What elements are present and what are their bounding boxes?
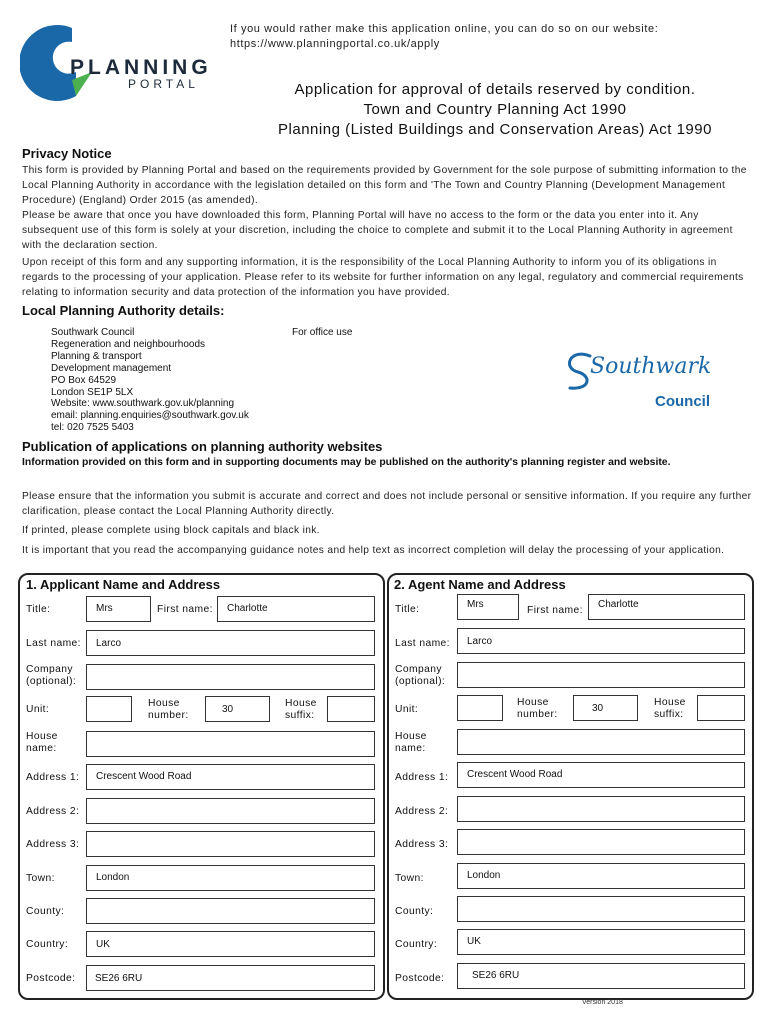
applicant-address1-label: Address 1: <box>26 772 80 783</box>
office-use-label: For office use <box>292 327 353 338</box>
applicant-house-suffix-label-line2: suffix: <box>285 710 315 721</box>
applicant-company-field[interactable] <box>86 664 375 690</box>
lpa-line: Development management <box>51 362 172 374</box>
logo-text-planning: PLANNING <box>70 56 212 79</box>
agent-house-suffix-field[interactable] <box>697 695 745 721</box>
agent-postcode-label: Postcode: <box>395 973 445 984</box>
form-title-line3: Planning (Listed Buildings and Conservation Areas) Act 1990 <box>278 121 712 138</box>
lpa-line: London SE1P 5LX <box>51 386 134 398</box>
privacy-paragraph-2: Please be aware that once you have downloaded this form, Planning Portal will have no access to the form or the data you enter into it. Any subsequent use of this form is solely at your discretion, including the choice to complete and submit it to the Local Planning Authority in agreement with the declaration section. <box>22 210 733 251</box>
form-title-line1: Application for approval of details reserved by condition. <box>294 81 696 98</box>
agent-country-label: Country: <box>395 939 438 950</box>
agent-county-field[interactable] <box>457 896 745 922</box>
council-logo-word: Council <box>655 393 710 410</box>
applicant-country-label: Country: <box>26 939 69 950</box>
agent-house-number-label-line2: number: <box>517 709 558 720</box>
agent-first-name-label: First name: <box>527 605 583 616</box>
applicant-house-suffix-label-line1: House <box>285 698 317 709</box>
publication-bold-notice: Information provided on this form and in supporting documents may be published on the authority's planning register and website. <box>22 457 671 468</box>
applicant-heading: 1. Applicant Name and Address <box>26 577 221 592</box>
applicant-postcode-field[interactable]: SE26 6RU <box>86 965 375 991</box>
southwark-logo-wordmark: Southwark <box>590 354 712 379</box>
publication-heading: Publication of applications on planning authority websites <box>22 439 383 454</box>
applicant-county-field[interactable] <box>86 898 375 924</box>
applicant-house-name-label <box>26 731 58 755</box>
applicant-house-number-label-line1: House <box>148 698 180 709</box>
agent-address1-field[interactable]: Crescent Wood Road <box>457 762 745 788</box>
online-notice <box>230 22 658 52</box>
agent-county-label: County: <box>395 906 434 917</box>
agent-house-name-label-line1: House <box>395 731 427 742</box>
lpa-line: Southwark Council <box>51 327 135 338</box>
applicant-house-name-label-line2: name: <box>26 743 57 754</box>
agent-unit-label: Unit: <box>395 704 419 715</box>
form-title <box>240 80 750 140</box>
publication-paragraph-2: If printed, please complete using block capitals and black ink. <box>22 525 320 536</box>
version-label: Version 2018 <box>582 999 623 1006</box>
applicant-postcode-label: Postcode: <box>26 973 76 984</box>
agent-house-name-label <box>395 731 427 755</box>
applicant-address2-label: Address 2: <box>26 806 80 817</box>
agent-house-number-label <box>517 697 558 721</box>
applicant-house-suffix-field[interactable] <box>327 696 375 722</box>
applicant-house-number-label <box>148 698 189 722</box>
agent-address1-label: Address 1: <box>395 772 449 783</box>
agent-unit-field[interactable] <box>457 695 503 721</box>
agent-company-field[interactable] <box>457 662 745 688</box>
applicant-address2-field[interactable] <box>86 798 375 824</box>
logo-text-portal: PORTAL <box>128 77 199 91</box>
applicant-company-label <box>26 664 76 688</box>
agent-address3-field[interactable] <box>457 829 745 855</box>
agent-house-number-label-line1: House <box>517 697 549 708</box>
agent-address2-field[interactable] <box>457 796 745 822</box>
agent-last-name-label: Last name: <box>395 638 450 649</box>
agent-postcode-field[interactable]: SE26 6RU <box>457 963 745 989</box>
applicant-county-label: County: <box>26 906 65 917</box>
agent-first-name-field[interactable]: Charlotte <box>588 594 745 620</box>
lpa-line: Regeneration and neighbourhoods <box>51 338 206 350</box>
applicant-title-label: Title: <box>26 604 51 615</box>
lpa-heading: Local Planning Authority details: <box>22 303 225 318</box>
agent-company-label <box>395 664 445 688</box>
lpa-website: Website: www.southwark.gov.uk/planning <box>51 398 235 410</box>
applicant-house-name-field[interactable] <box>86 731 375 757</box>
applicant-company-label-line2: (optional): <box>26 676 77 687</box>
applicant-house-suffix-label <box>285 698 317 722</box>
southwark-logo-script <box>560 338 730 398</box>
applicant-unit-field[interactable] <box>86 696 132 722</box>
applicant-town-field[interactable]: London <box>86 865 375 891</box>
applicant-unit-label: Unit: <box>26 704 50 715</box>
online-notice-url[interactable]: https://www.planningportal.co.uk/apply <box>230 38 440 50</box>
agent-last-name-field[interactable]: Larco <box>457 628 745 654</box>
privacy-heading: Privacy Notice <box>22 146 112 161</box>
agent-title-label: Title: <box>395 604 420 615</box>
applicant-address3-field[interactable] <box>86 831 375 857</box>
applicant-country-field[interactable]: UK <box>86 931 375 957</box>
applicant-title-field[interactable]: Mrs <box>86 596 151 622</box>
applicant-house-number-label-line2: number: <box>148 710 189 721</box>
agent-house-number-field[interactable]: 30 <box>573 695 638 721</box>
applicant-last-name-field[interactable]: Larco <box>86 630 375 656</box>
lpa-phone: tel: 020 7525 5403 <box>51 422 134 434</box>
agent-town-label: Town: <box>395 873 424 884</box>
agent-address3-label: Address 3: <box>395 839 449 850</box>
agent-town-field[interactable]: London <box>457 863 745 889</box>
agent-heading: 2. Agent Name and Address <box>394 577 566 592</box>
agent-country-field[interactable]: UK <box>457 929 745 955</box>
agent-company-label-line2: (optional): <box>395 676 446 687</box>
form-title-line2: Town and Country Planning Act 1990 <box>363 101 627 118</box>
applicant-address3-label: Address 3: <box>26 839 80 850</box>
applicant-first-name-label: First name: <box>157 604 213 615</box>
lpa-email: email: planning.enquiries@southwark.gov.uk <box>51 410 249 422</box>
applicant-house-name-label-line1: House <box>26 731 58 742</box>
agent-house-suffix-label-line2: suffix: <box>654 709 684 720</box>
southwark-council-logo <box>560 338 730 398</box>
agent-company-label-line1: Company <box>395 664 442 675</box>
agent-house-name-label-line2: name: <box>395 743 426 754</box>
publication-paragraph-1: Please ensure that the information you submit is accurate and correct and does not include personal or sensitive information. If you require any further clarification, please contact the Local Planning Authority directly. <box>22 491 752 517</box>
applicant-first-name-field[interactable]: Charlotte <box>217 596 375 622</box>
lpa-address-block <box>51 327 249 434</box>
lpa-line: Planning & transport <box>51 350 142 362</box>
agent-title-field[interactable]: Mrs <box>457 594 519 620</box>
applicant-company-label-line1: Company <box>26 664 73 675</box>
agent-house-suffix-label <box>654 697 686 721</box>
lpa-line: PO Box 64529 <box>51 374 117 386</box>
applicant-last-name-label: Last name: <box>26 638 81 649</box>
online-notice-text: If you would rather make this application online, you can do so on our website: <box>230 23 659 35</box>
privacy-paragraph-3: Upon receipt of this form and any supporting information, it is the responsibility of the Local Planning Authority to inform you of its obligations in regards to the processing of your application. Please refer to its website for further information on any legal, regulatory and commercial requirements relating to information security and data protection of the information you have provided. <box>22 257 744 298</box>
applicant-town-label: Town: <box>26 873 55 884</box>
applicant-house-number-field[interactable]: 30 <box>205 696 270 722</box>
applicant-address1-field[interactable]: Crescent Wood Road <box>86 764 375 790</box>
agent-house-suffix-label-line1: House <box>654 697 686 708</box>
publication-paragraph-3: It is important that you read the accompanying guidance notes and help text as incorrect completion will delay the processing of your application. <box>22 545 725 556</box>
agent-address2-label: Address 2: <box>395 806 449 817</box>
agent-house-name-field[interactable] <box>457 729 745 755</box>
privacy-paragraph-1: This form is provided by Planning Portal and based on the requirements provided by Government for the sole purpose of submitting information to the Local Planning Authority in accordance with the legislation detailed on this form and 'The Town and Country Planning (Development Management Procedure) (England) Order 2015 (as amended). <box>22 165 747 206</box>
